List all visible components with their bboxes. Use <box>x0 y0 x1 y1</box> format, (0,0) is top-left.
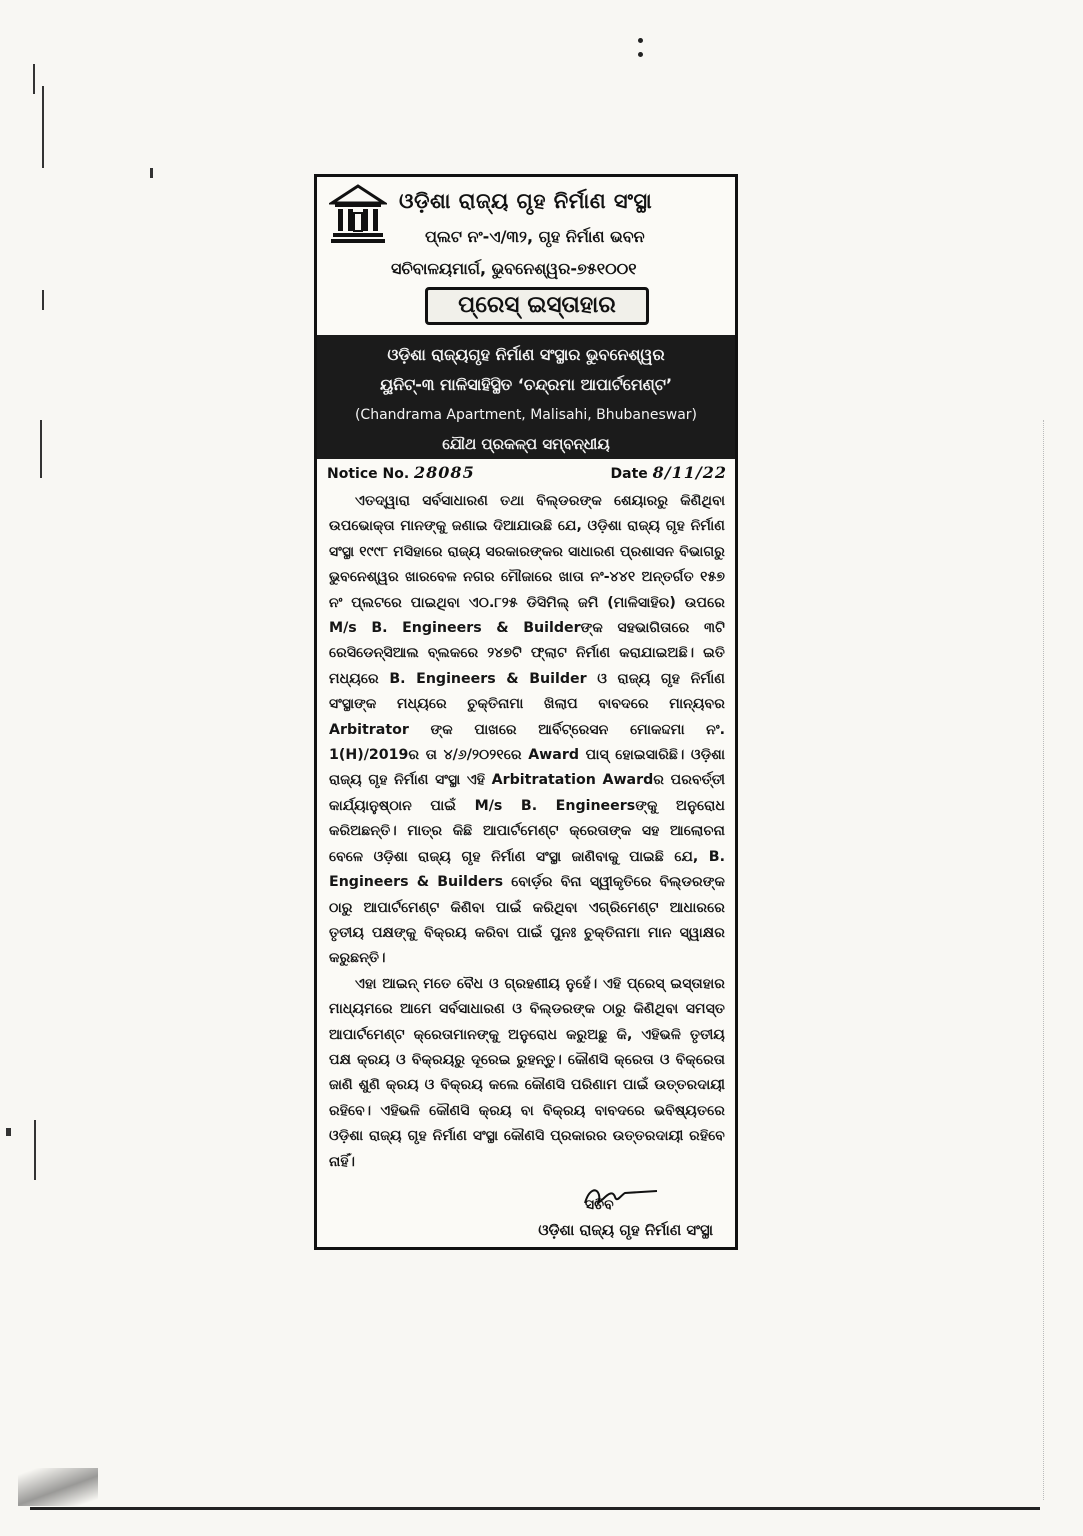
notice-date-label: Date <box>610 466 648 482</box>
footer-org-name: ଓଡ଼ିଶା ରାଜ୍ୟ ଗୃହ ନିର୍ମାଣ ସଂସ୍ଥା <box>538 1221 713 1239</box>
signatory-title: ସଚିବ <box>585 1197 614 1213</box>
notice-body <box>329 489 725 1175</box>
subject-line-1: ଓଡ଼ିଶା ରାଜ୍ୟଗୃହ ନିର୍ମାଣ ସଂସ୍ଥାର ଭୁବନେଶ୍ୱର <box>387 345 665 364</box>
press-release-label: ପ୍ରେସ୍ ଇସ୍ତାହାର <box>425 287 649 325</box>
scan-edge-bottom <box>30 1507 1040 1510</box>
subject-line-2: ୟୁନିଟ୍-୩ ମାଳିସାହିସ୍ଥିତ ‘ଚନ୍ଦ୍ରମା ଆପାର୍ଟମେଣ୍ଟ’ <box>379 375 673 394</box>
org-name: ଓଡ଼ିଶା ରାଜ୍ୟ ଗୃହ ନିର୍ମାଣ ସଂସ୍ଥା <box>399 189 653 213</box>
notice-paragraph-1: ଏତଦ୍ୱାରା ସର୍ବସାଧାରଣ ତଥା ବିଲ୍ଡରଙ୍କ ଶେୟାରରୁ କିଣିଥିବା ଉପଭୋକ୍ତା ମାନଙ୍କୁ ଜଣାଇ ଦିଆଯାଉଛି ଯେ, ଓଡ଼ିଶା ରାଜ୍ୟ ଗୃହ ନିର୍ମାଣ ସଂସ୍ଥା ୧୯୯୮ ମସିହାରେ ରାଜ୍ୟ ସରକାରଙ୍କର ସାଧାରଣ ପ୍ରଶାସନ ବିଭାଗରୁ ଭୁବନେଶ୍ୱର ଖାରବେଳ ନଗର ମୌଜାରେ ଖାତା ନଂ-୪୪୧ ଅନ୍ତର୍ଗତ ୧୫୭ ନଂ ପ୍ଲଟରେ ପାଇଥିବା ଏ୦.୮୨୫ ଡିସିମିଲ୍ ଜମି (ମାଳିସାହିର) ଉପରେ M/s B. Engineers & Builderଙ୍କ ସହଭାଗିତାରେ ୩ଟି ରେସିଡେନ୍ସିଆଲ ବ୍ଲକରେ ୨୪୭ଟି ଫ୍ଲାଟ ନିର୍ମାଣ କରାଯାଇଅଛି। ଇତି ମଧ୍ୟରେ B. Engineers & Builder ଓ ରାଜ୍ୟ ଗୃହ ନିର୍ମାଣ ସଂସ୍ଥାଙ୍କ ମଧ୍ୟରେ ଚୁକ୍ତିନାମା ଖିଲାପ ବାବଦରେ ମାନ୍ୟବର Arbitrator ଙ୍କ ପାଖରେ ଆର୍ବିଟ୍ରେସନ ମୋକଦ୍ଦମା ନଂ. 1(H)/2019ର ତା ୪/୬/୨୦୨୧ରେ Award ପାସ୍ ହୋଇସାରିଛି। ଓଡ଼ିଶା ରାଜ୍ୟ ଗୃହ ନିର୍ମାଣ ସଂସ୍ଥା ଏହି Arbitratation Awardର ପରବର୍ତ୍ତୀ କାର୍ଯ୍ୟାନୁଷ୍ଠାନ ପାଇଁ M/s B. Engineersଙ୍କୁ ଅନୁରୋଧ କରିଅଛନ୍ତି। ମାତ୍ର କିଛି ଆପାର୍ଟମେଣ୍ଟ କ୍ରେତାଙ୍କ ସହ ଆଲୋଚନା ବେଳେ ଓଡ଼ିଶା ରାଜ୍ୟ ଗୃହ ନିର୍ମାଣ ସଂସ୍ଥା ଜାଣିବାକୁ ପାଇଛି ଯେ, B. Engineers & Builders ବୋର୍ଡ଼ର ବିନା ସ୍ୱୀକୃତିରେ ବିଲ୍ଡରଙ୍କ ଠାରୁ ଆପାର୍ଟମେଣ୍ଟ କିଣିବା ପାଇଁ କରିଥିବା ଏଗ୍ରିମେଣ୍ଟ ଆଧାରରେ ତୃତୀୟ ପକ୍ଷଙ୍କୁ ବିକ୍ରୟ କରିବା ପାଇଁ ପୁନଃ ଚୁକ୍ତିନାମା ମାନ ସ୍ୱାକ୍ଷର କରୁଛନ୍ତି। <box>329 493 725 967</box>
notice-number <box>327 463 475 482</box>
address-line-2: ସଚିବାଳୟମାର୍ଗ, ଭୁବନେଶ୍ୱର-୭୫୧୦୦୧ <box>391 259 637 278</box>
scan-edge-right <box>1043 420 1045 1500</box>
notice-date <box>611 463 728 482</box>
scan-mark-speck <box>150 168 153 178</box>
address-line-1: ପ୍ଲଟ ନଂ-ଏ/୩୨, ଗୃହ ନିର୍ମାଣ ଭବନ <box>425 227 645 246</box>
notice-date-value: 8/11/22 <box>652 463 727 482</box>
subject-band <box>317 335 735 459</box>
scan-mark-left-6 <box>6 1128 11 1136</box>
notice-paragraph-2: ଏହା ଆଇନ୍ ମତେ ବୈଧ ଓ ଗ୍ରହଣୀୟ ନୁହେଁ। ଏହି ପ୍ରେସ୍ ଇସ୍ତାହାର ମାଧ୍ୟମରେ ଆମେ ସର୍ବସାଧାରଣ ଓ ବିଲ୍ଡରଙ୍କ ଠାରୁ କିଣିଥିବା ସମସ୍ତ ଆପାର୍ଟମେଣ୍ଟ କ୍ରେତାମାନଙ୍କୁ ଅନୁରୋଧ କରୁଅଛୁ କି, ଏହିଭଳି ତୃତୀୟ ପକ୍ଷ କ୍ରୟ ଓ ବିକ୍ରୟରୁ ଦୂରେଇ ରୁହନ୍ତୁ। କୌଣସି କ୍ରେତା ଓ ବିକ୍ରେତା ଜାଣି ଶୁଣି କ୍ରୟ ଓ ବିକ୍ରୟ କଲେ କୌଣସି ପରିଣାମ ପାଇଁ ଉତ୍ତରଦାୟୀ ରହିବେ। ଏହିଭଳି କୌଣସି କ୍ରୟ ବା ବିକ୍ରୟ ବାବଦରେ ଭବିଷ୍ୟତରେ ଓଡ଼ିଶା ରାଜ୍ୟ ଗୃହ ନିର୍ମାଣ ସଂସ୍ଥା କୌଣସି ପ୍ରକାରର ଉତ୍ତରଦାୟୀ ରହିବେ ନାହିଁ। <box>329 975 725 1170</box>
notice-header <box>317 177 735 327</box>
notice-number-row <box>327 463 727 485</box>
scan-mark-left-1 <box>33 64 35 94</box>
subject-line-4: ଯୌଥ ପ୍ରକଳ୍ପ ସମ୍ବନ୍ଧୀୟ <box>442 435 610 453</box>
scan-mark-left-2 <box>42 86 44 168</box>
scan-mark-left-4 <box>40 420 42 478</box>
scan-smudge <box>18 1468 98 1506</box>
scan-mark-left-5 <box>34 1120 36 1180</box>
scan-mark-left-3 <box>42 290 44 310</box>
press-notice-clipping <box>314 174 738 1250</box>
subject-line-3: (Chandrama Apartment, Malisahi, Bhubaneswar) <box>354 407 698 423</box>
housing-board-logo-icon <box>329 183 387 245</box>
notice-number-value: 28085 <box>414 463 475 482</box>
scan-dots <box>638 38 644 62</box>
notice-number-label: Notice No. <box>327 466 410 482</box>
